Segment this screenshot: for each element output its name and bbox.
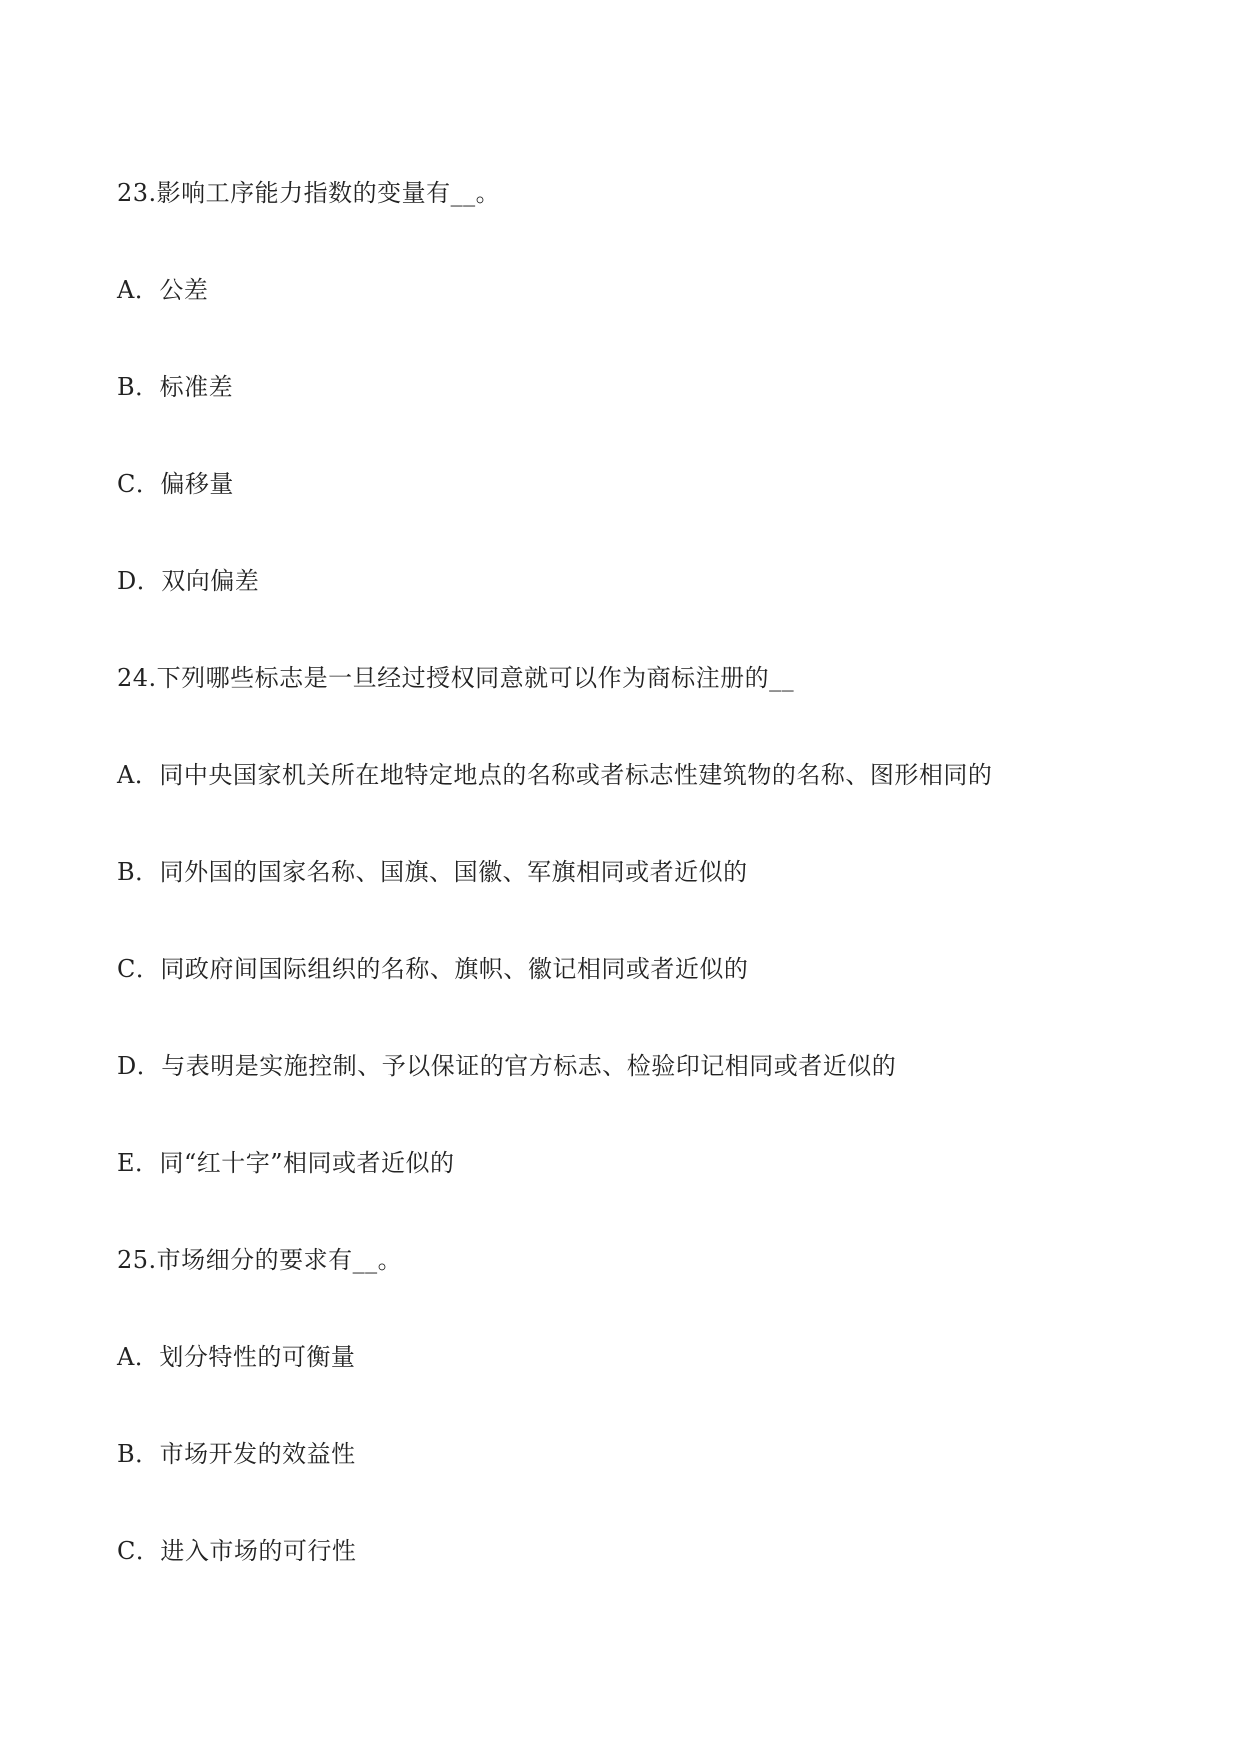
question-24-option-c: C．同政府间国际组织的名称、旗帜、徽记相同或者近似的 bbox=[117, 955, 749, 983]
question-25-stem: 25.市场细分的要求有__。 bbox=[117, 1246, 403, 1274]
question-23-stem: 23.影响工序能力指数的变量有__。 bbox=[117, 179, 501, 207]
question-24-option-a: A．同中央国家机关所在地特定地点的名称或者标志性建筑物的名称、图形相同的 bbox=[117, 761, 993, 789]
question-23-option-d: D．双向偏差 bbox=[117, 567, 260, 595]
question-23-option-c: C．偏移量 bbox=[117, 470, 234, 498]
question-24-option-b: B．同外国的国家名称、国旗、国徽、军旗相同或者近似的 bbox=[117, 858, 748, 886]
question-24-option-e: E．同“红十字”相同或者近似的 bbox=[117, 1149, 455, 1177]
question-25-option-b: B．市场开发的效益性 bbox=[117, 1440, 356, 1468]
question-25-option-c: C．进入市场的可行性 bbox=[117, 1537, 357, 1565]
question-25-option-a: A．划分特性的可衡量 bbox=[117, 1343, 356, 1371]
question-24-option-d: D．与表明是实施控制、予以保证的官方标志、检验印记相同或者近似的 bbox=[117, 1052, 897, 1080]
question-23-option-a: A．公差 bbox=[117, 276, 209, 304]
question-24-stem: 24.下列哪些标志是一旦经过授权同意就可以作为商标注册的__ bbox=[117, 664, 795, 692]
question-23-option-b: B．标准差 bbox=[117, 373, 234, 401]
